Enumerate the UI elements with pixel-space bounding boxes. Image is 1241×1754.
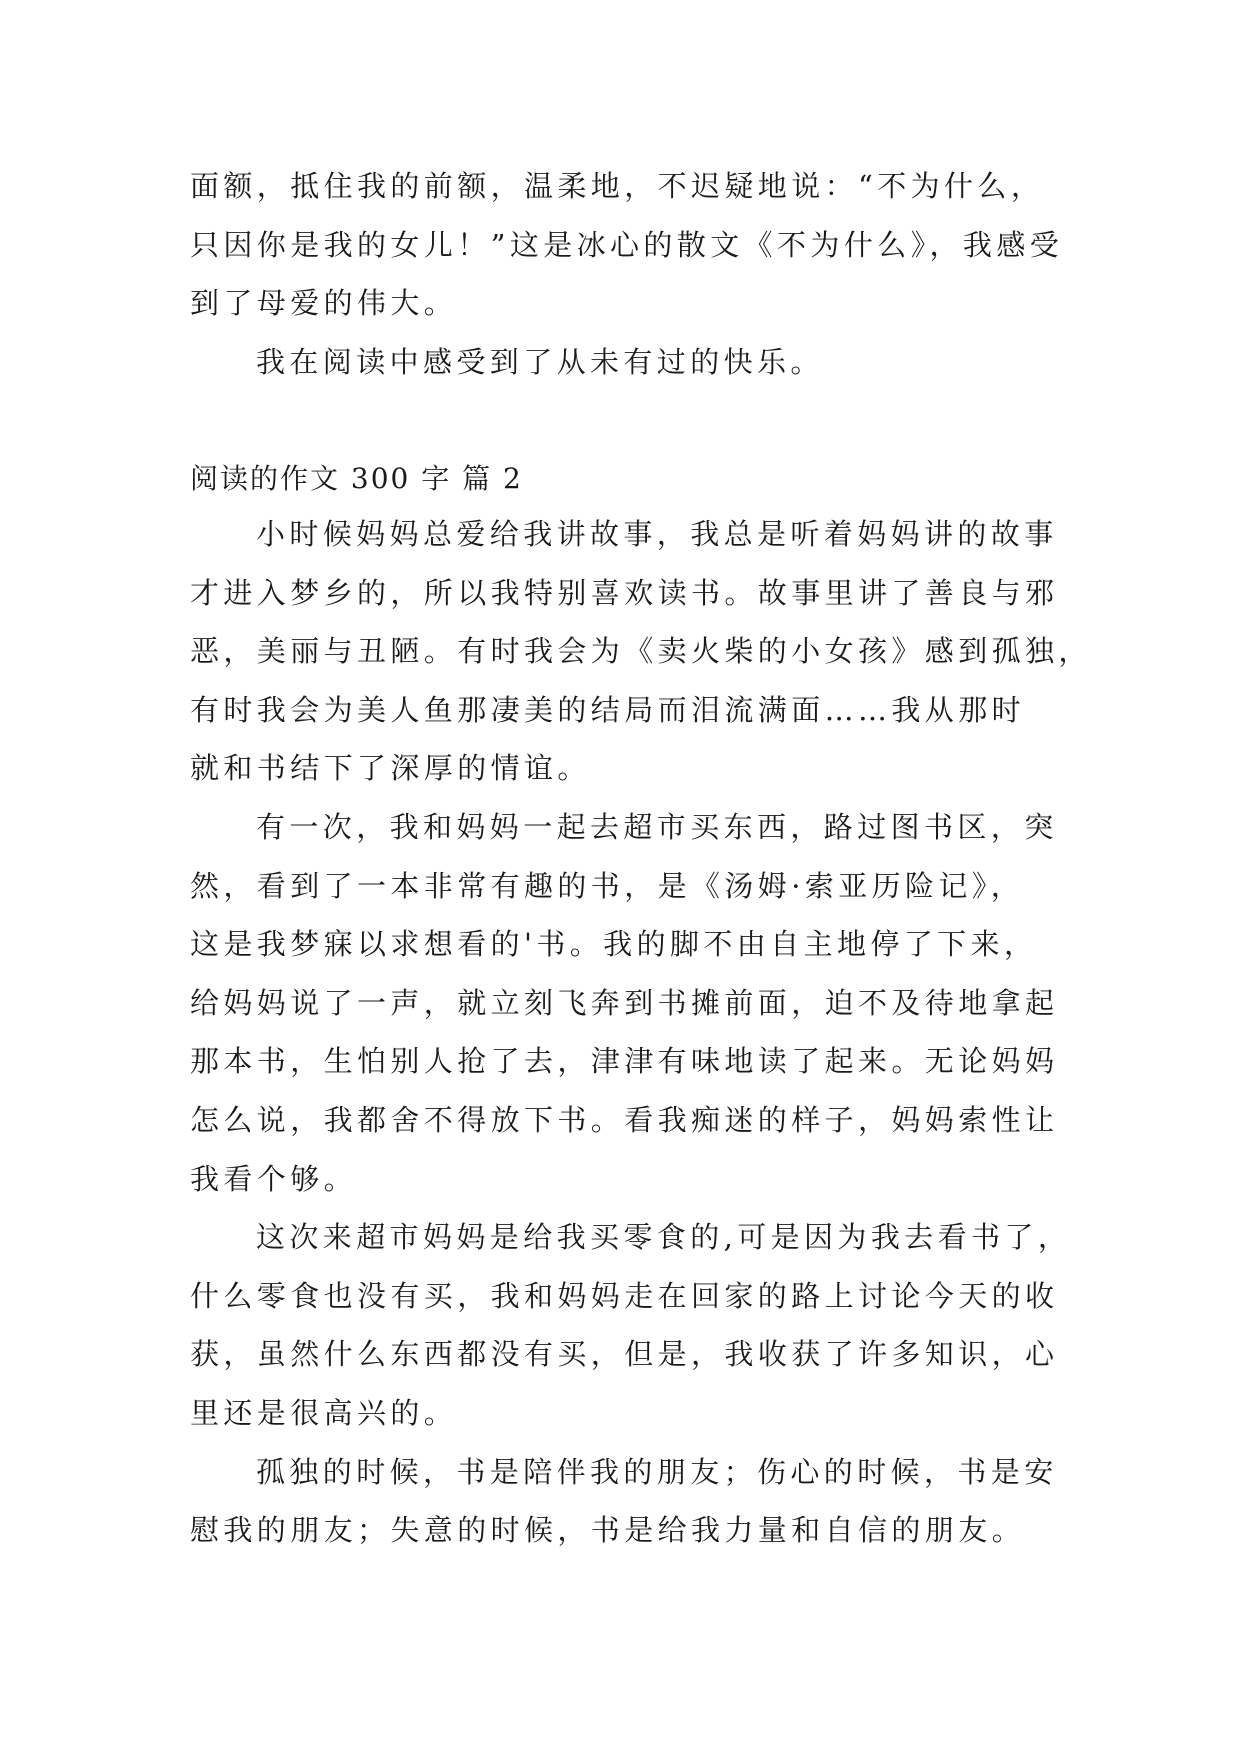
paragraph-line: 面额，抵住我的前额，温柔地，不迟疑地说：“不为什么， (190, 169, 1045, 203)
paragraph-line: 里还是很高兴的。 (190, 1395, 458, 1430)
paragraph-line: 慰我的朋友；失意的时候，书是给我力量和自信的朋友。 (190, 1513, 1026, 1548)
paragraph-line: 到了母爱的伟大。 (190, 286, 458, 321)
paragraph-line: 这是我梦寐以求想看的'书。我的脚不由自主地停了下来， (190, 927, 1038, 962)
paragraph-line: 小时候妈妈总爱给我讲故事，我总是听着妈妈讲的故事 (256, 517, 1058, 551)
paragraph-line: 什么零食也没有买，我和妈妈走在回家的路上讨论今天的收 (190, 1278, 1059, 1313)
paragraph-line: 孤独的时候，书是陪伴我的朋友；伤心的时候，书是安 (256, 1454, 1058, 1489)
paragraph-line: 然，看到了一本非常有趣的书，是《汤姆·索亚历险记》， (190, 868, 1025, 903)
paragraph-line: 这次来超市妈妈是给我买零食的,可是因为我去看书了， (256, 1220, 1072, 1255)
body-text-block (190, 505, 1092, 1560)
paragraph-line: 只因你是我的女儿！”这是冰心的散文《不为什么》，我感受 (190, 227, 1064, 262)
paragraph-line: 怎么说，我都舍不得放下书。看我痴迷的样子，妈妈索性让 (190, 1102, 1059, 1137)
paragraph-line: 那本书，生怕别人抢了去，津津有味地读了起来。无论妈妈 (190, 1044, 1059, 1079)
paragraph-line: 才进入梦乡的，所以我特别喜欢读书。故事里讲了善良与邪 (190, 575, 1059, 610)
paragraph-line: 获，虽然什么东西都没有买，但是，我收获了许多知识，心 (190, 1337, 1059, 1372)
paragraph-line: 就和书结下了深厚的情谊。 (190, 751, 591, 786)
paragraph-line: 恶，美丽与丑陋。有时我会为《卖火柴的小女孩》感到孤独， (190, 634, 1092, 669)
section-title: 阅读的作文 300 字 篇 2 (190, 462, 523, 495)
paragraph-line: 我在阅读中感受到了从未有过的快乐。 (256, 344, 824, 379)
paragraph-line: 有一次，我和妈妈一起去超市买东西，路过图书区，突 (256, 809, 1058, 844)
top-text-block (190, 157, 1070, 391)
paragraph-line: 给妈妈说了一声，就立刻飞奔到书摊前面，迫不及待地拿起 (190, 985, 1059, 1020)
paragraph-line: 我看个够。 (190, 1161, 358, 1196)
paragraph-line: 有时我会为美人鱼那凄美的结局而泪流满面……我从那时 (190, 692, 1026, 727)
